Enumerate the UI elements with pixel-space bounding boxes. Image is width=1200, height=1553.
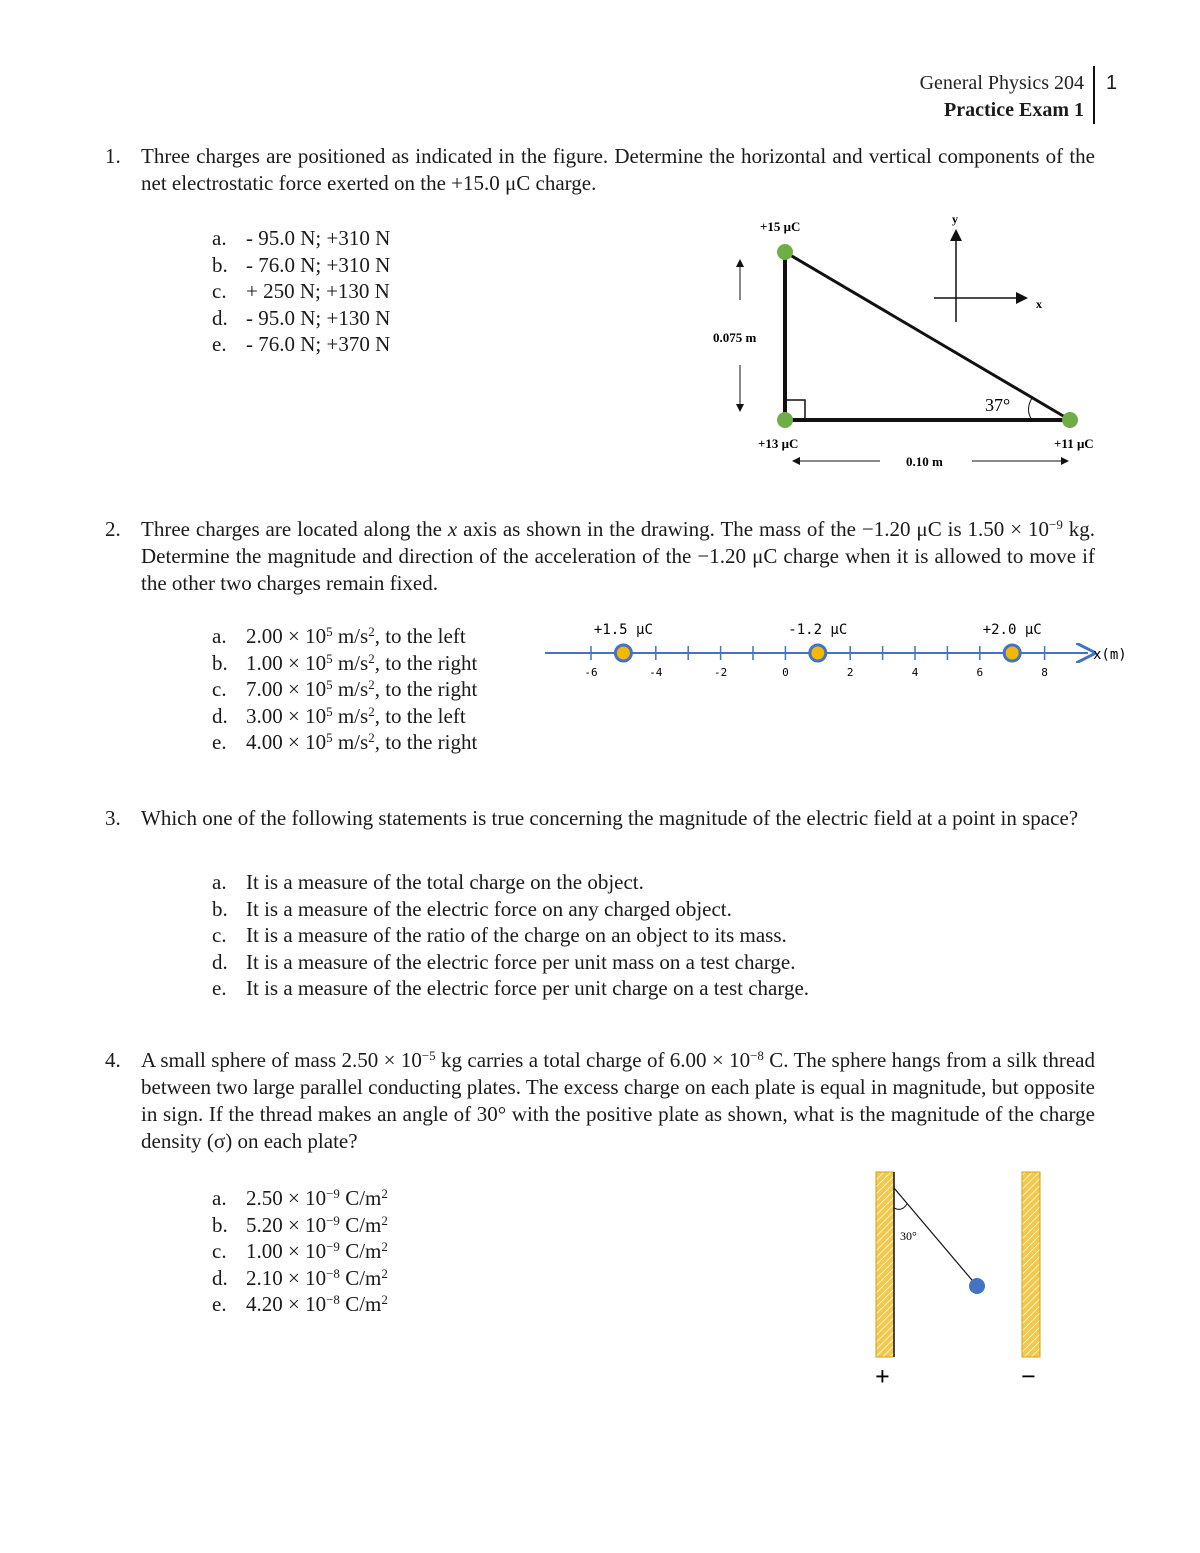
angle-label: 30° (900, 1229, 917, 1243)
charge-label: +2.0 μC (982, 622, 1042, 638)
charge-label: -1.2 μC (788, 622, 848, 638)
question-number: 3. (105, 806, 121, 830)
question-stem: Three charges are located along the x axis as shown in the drawing. The mass of the −1.20 μC is $1.50 \times 10^{-9}$ kg. Determine the magnitude and direction of the acceleration of the −1.20 μC charge when it is allowed to move if the other two charges remain fixed. (141, 517, 1095, 595)
q4-options (212, 1185, 388, 1318)
charge-bottom-left-label: +13 μC (758, 436, 799, 451)
option: c. + 250 N; +130 N (212, 279, 390, 304)
option: d. - 95.0 N; +130 N (212, 305, 391, 330)
horizontal-distance-label: 0.10 m (906, 454, 943, 469)
option: c. $1.00 \times 10^{-9}$ $C/m^2$ (212, 1239, 388, 1264)
question-3 (105, 805, 1095, 832)
option: e. - 76.0 N; +370 N (212, 332, 391, 357)
option: a. $2.00 \times 10^5$ $m/s^2$, to the left (212, 624, 466, 648)
tick-label: 0 (782, 666, 789, 679)
charge-marker (810, 645, 826, 661)
positive-plate (876, 1172, 894, 1357)
charge-marker (1004, 645, 1020, 661)
angle-arc (894, 1204, 907, 1209)
angle-label: 37° (985, 395, 1011, 415)
x-axis-label: x (1036, 297, 1042, 311)
option: c. It is a measure of the ratio of the charge on an object to its mass. (212, 923, 787, 948)
charge-marker (615, 645, 631, 661)
plus-sign: + (875, 1362, 890, 1391)
question-stem: A small sphere of mass $2.50 \times 10^{-5}$ kg carries a total charge of $6.00 \times 10^{-8}$ C. The sphere hangs from a silk thread between two large parallel conducting plates. The excess charge on each plate is equal in magnitude, but opposite in sign. If the thread makes an angle of 30° with the positive plate as shown, what is the magnitude of the charge density (σ) on each plate? (141, 1048, 1096, 1153)
triangle-hypotenuse (785, 252, 1070, 420)
question-number: 1. (105, 144, 121, 168)
question-1 (105, 143, 1095, 197)
hanging-sphere (969, 1278, 985, 1294)
tick-label: -6 (584, 666, 598, 679)
question-number: 4. (105, 1048, 121, 1072)
charge-top-label: +15 μC (760, 219, 801, 234)
question-2 (105, 516, 1095, 597)
charge-bottom-left (777, 412, 793, 428)
tick-label: 8 (1041, 666, 1048, 679)
tick-label: 2 (846, 666, 854, 679)
q1-options (212, 225, 390, 358)
y-axis-label: y (952, 212, 958, 226)
option: d. It is a measure of the electric force per unit mass on a test charge. (212, 949, 796, 974)
question-stem: Three charges are positioned as indicated in the figure. Determine the horizontal and vertical components of the net electrostatic force exerted on the +15.0 μC charge. (141, 144, 1095, 195)
option: a. It is a measure of the total charge on the object. (212, 870, 644, 894)
tick-label: 4 (911, 666, 919, 679)
header-divider (1093, 66, 1095, 124)
q3-options (212, 869, 809, 1002)
option: d. $3.00 \times 10^5$ $m/s^2$, to the left (212, 703, 466, 728)
tick-label: 6 (976, 666, 984, 679)
angle-arc (1029, 398, 1033, 420)
course-title: General Physics 204 (919, 72, 1084, 94)
option: b. It is a measure of the electric force on any charged object. (212, 896, 732, 921)
option: e. $4.00 \times 10^5$ $m/s^2$, to the right (212, 730, 478, 755)
axis-label: x(m) (1093, 647, 1127, 663)
tick-label: -4 (649, 666, 663, 679)
q2-number-line-figure (540, 615, 1140, 685)
charge-top (777, 244, 793, 260)
tick-label: -2 (713, 666, 728, 679)
option: b. $1.00 \times 10^5$ $m/s^2$, to the right (212, 650, 478, 675)
option: b. - 76.0 N; +310 N (212, 252, 391, 277)
charge-bottom-right-label: +11 μC (1054, 436, 1094, 451)
q1-triangle-figure (700, 205, 1120, 475)
option: a. - 95.0 N; +310 N (212, 226, 391, 250)
minus-sign: − (1021, 1362, 1036, 1391)
page-number: 1 (1106, 72, 1118, 94)
charge-bottom-right (1062, 412, 1078, 428)
option: d. $2.10 \times 10^{-8}$ $C/m^2$ (212, 1265, 388, 1290)
option: e. $4.20 \times 10^{-8}$ $C/m^2$ (212, 1292, 388, 1317)
q4-plates-figure (860, 1160, 1060, 1395)
question-stem: Which one of the following statements is true concerning the magnitude of the electric field at a point in space? (141, 806, 1079, 830)
option: c. $7.00 \times 10^5$ $m/s^2$, to the right (212, 677, 478, 702)
charge-label: +1.5 μC (593, 622, 653, 638)
question-number: 2. (105, 517, 121, 541)
option: a. $2.50 \times 10^{-9}$ $C/m^2$ (212, 1186, 388, 1210)
negative-plate (1022, 1172, 1040, 1357)
question-4 (105, 1047, 1095, 1155)
vertical-distance-label: 0.075 m (713, 330, 757, 345)
page-header (920, 70, 1084, 124)
option: e. It is a measure of the electric force per unit charge on a test charge. (212, 976, 810, 1001)
option: b. $5.20 \times 10^{-9}$ $C/m^2$ (212, 1212, 388, 1237)
q2-options (212, 623, 477, 756)
exam-title: Practice Exam 1 (944, 99, 1084, 121)
